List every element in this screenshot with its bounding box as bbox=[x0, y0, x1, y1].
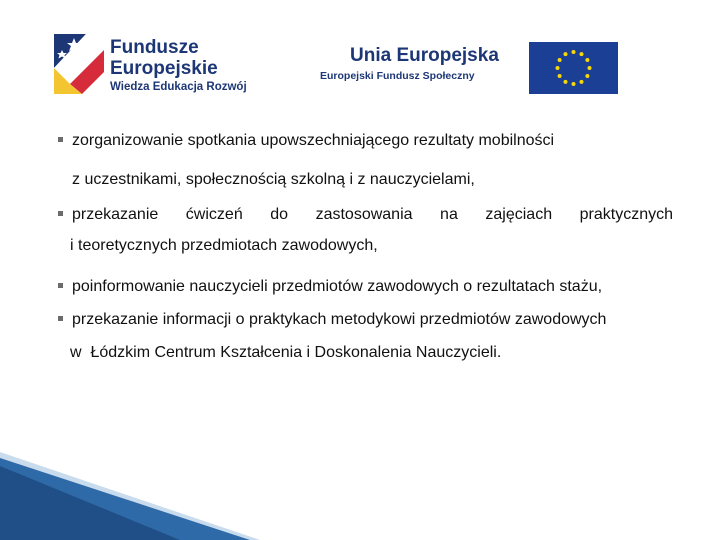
bullet-4-line-2: w Łódzkim Centrum Kształcenia i Doskonalenia Nauczycieli. bbox=[70, 344, 502, 361]
fundusze-logo-tagline: Wiedza Edukacja Rozwój bbox=[110, 81, 247, 93]
bullet-marker bbox=[58, 283, 63, 288]
bullet-4-line-1: przekazanie informacji o praktykach metodykowi przedmiotów zawodowych bbox=[72, 311, 607, 328]
bullet-2-line-1: przekazanie ćwiczeń do zastosowania na zajęciach praktycznych bbox=[72, 206, 673, 223]
eu-flag-icon bbox=[529, 42, 618, 94]
bullet-1-line-1: zorganizowanie spotkania upowszechniającego rezultaty mobilności bbox=[72, 132, 555, 149]
bullet-marker bbox=[58, 316, 63, 321]
fundusze-europejskie-logo-icon bbox=[52, 28, 104, 96]
bullet-marker bbox=[58, 137, 63, 142]
fundusze-logo-text-line1: Fundusze bbox=[110, 37, 199, 58]
ue-logo-title: Unia Europejska bbox=[350, 45, 499, 66]
ue-logo-subtitle: Europejski Fundusz Społeczny bbox=[320, 70, 475, 82]
bullet-3-line-1: poinformowanie nauczycieli przedmiotów zawodowych o rezultatach stażu, bbox=[72, 278, 603, 295]
fundusze-logo-text-line2: Europejskie bbox=[110, 58, 218, 79]
bullet-marker bbox=[58, 211, 63, 216]
corner-decoration bbox=[0, 452, 260, 540]
bullet-1-line-2: z uczestnikami, społecznością szkolną i z nauczycielami, bbox=[72, 171, 475, 188]
bullet-2-line-2: i teoretycznych przedmiotach zawodowych, bbox=[70, 237, 378, 254]
